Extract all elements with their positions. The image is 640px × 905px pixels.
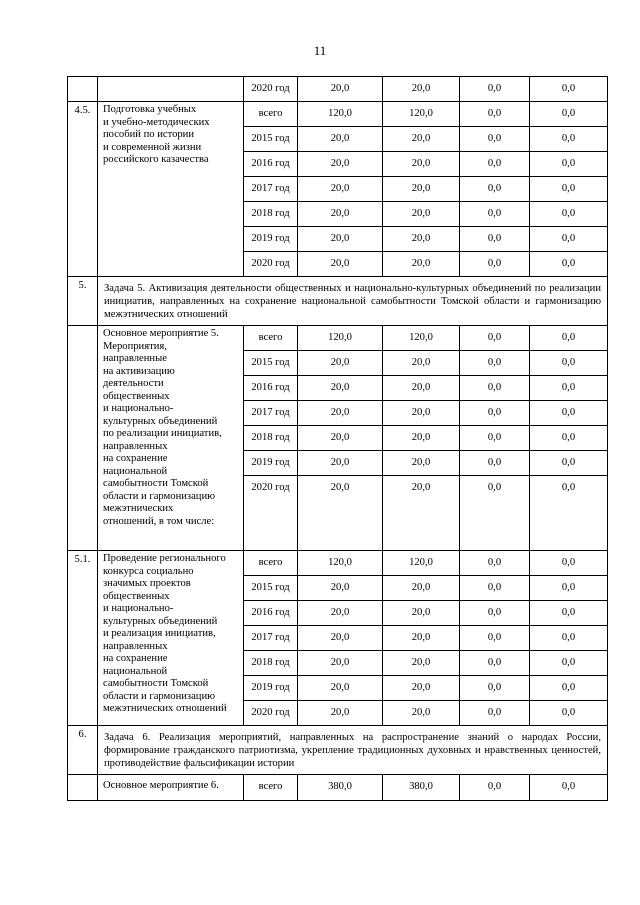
year-cell: 2020 год [244, 252, 298, 277]
task-row [68, 277, 608, 326]
value-cell: 20,0 [383, 626, 460, 651]
value-cell: 20,0 [383, 601, 460, 626]
value-cell: 0,0 [530, 227, 608, 252]
year-cell: всего [244, 102, 298, 127]
value-cell: 0,0 [460, 601, 530, 626]
year-cell: 2016 год [244, 152, 298, 177]
value-cell: 0,0 [460, 77, 530, 102]
value-cell: 0,0 [460, 326, 530, 351]
main-5-block [68, 326, 608, 551]
value-cell: 0,0 [530, 601, 608, 626]
table-row [68, 77, 608, 102]
value-cell: 20,0 [298, 626, 383, 651]
value-cell: 0,0 [460, 576, 530, 601]
year-cell: 2020 год [244, 77, 298, 102]
value-cell: 0,0 [530, 127, 608, 152]
value-cell: 0,0 [460, 376, 530, 401]
value-cell: 380,0 [298, 775, 383, 801]
row-description: Проведение регионального конкурса социально значимых проектов общественных и национально- культурных объединений и реализация инициатив, направленных на сохранение национальной самобытности Томской области и гармонизацию межэтнических отношений [98, 551, 244, 726]
value-cell: 0,0 [530, 676, 608, 701]
year-cell: 2017 год [244, 177, 298, 202]
year-cell: 2016 год [244, 601, 298, 626]
row-number: 5. [68, 277, 98, 326]
year-cell: 2016 год [244, 376, 298, 401]
table-row [68, 102, 608, 127]
year-cell: 2015 год [244, 576, 298, 601]
task-text: Задача 6. Реализация мероприятий, направленных на распространение знаний о народах России, формирование гражданского патриотизма, укрепление традиционных духовных и нравственных ценностей, противодействие фальсификации истории [98, 726, 608, 775]
value-cell: 20,0 [383, 127, 460, 152]
value-cell: 20,0 [383, 252, 460, 277]
value-cell: 120,0 [383, 102, 460, 127]
row-description: Основное мероприятие 6. [98, 775, 244, 801]
row-number: 6. [68, 726, 98, 775]
year-cell: 2020 год [244, 701, 298, 726]
value-cell: 20,0 [383, 651, 460, 676]
row-number: 5.1. [68, 551, 98, 726]
value-cell: 0,0 [460, 401, 530, 426]
value-cell: 20,0 [298, 227, 383, 252]
value-cell: 0,0 [530, 701, 608, 726]
value-cell: 20,0 [298, 426, 383, 451]
year-cell: 2020 год [244, 476, 298, 551]
value-cell: 0,0 [460, 102, 530, 127]
value-cell: 120,0 [298, 326, 383, 351]
value-cell: 20,0 [298, 651, 383, 676]
value-cell: 120,0 [383, 326, 460, 351]
value-cell: 0,0 [460, 202, 530, 227]
value-cell: 20,0 [298, 451, 383, 476]
value-cell: 20,0 [383, 202, 460, 227]
value-cell: 0,0 [530, 626, 608, 651]
value-cell: 0,0 [530, 775, 608, 801]
year-cell: всего [244, 775, 298, 801]
year-cell: 2015 год [244, 351, 298, 376]
task-row [68, 726, 608, 775]
year-cell: 2018 год [244, 202, 298, 227]
value-cell: 0,0 [530, 576, 608, 601]
value-cell: 20,0 [298, 376, 383, 401]
table-row [68, 775, 608, 801]
value-cell: 20,0 [383, 152, 460, 177]
value-cell: 0,0 [530, 451, 608, 476]
value-cell: 0,0 [530, 426, 608, 451]
value-cell: 20,0 [383, 227, 460, 252]
value-cell: 20,0 [383, 676, 460, 701]
value-cell: 20,0 [383, 451, 460, 476]
year-cell: 2018 год [244, 651, 298, 676]
value-cell: 0,0 [460, 451, 530, 476]
program-table [67, 76, 608, 801]
value-cell: 0,0 [530, 551, 608, 576]
value-cell: 0,0 [460, 626, 530, 651]
value-cell: 20,0 [298, 177, 383, 202]
page-number: 11 [313, 43, 327, 58]
value-cell: 0,0 [460, 676, 530, 701]
row-description: Основное мероприятие 5. Мероприятия, направленные на активизацию деятельности общественных и национально- культурных объединений по реализации инициатив, направленных на сохранение национальной самобытности Томской области и гармонизацию межэтнических отношений, в том числе: [98, 326, 244, 551]
item-5-1-block [68, 551, 608, 726]
value-cell: 0,0 [530, 152, 608, 177]
value-cell: 20,0 [298, 77, 383, 102]
value-cell: 0,0 [530, 77, 608, 102]
value-cell: 0,0 [530, 177, 608, 202]
value-cell: 0,0 [460, 701, 530, 726]
value-cell: 120,0 [298, 551, 383, 576]
value-cell: 0,0 [460, 252, 530, 277]
value-cell: 0,0 [460, 127, 530, 152]
year-cell: всего [244, 326, 298, 351]
value-cell: 20,0 [298, 576, 383, 601]
value-cell: 0,0 [530, 476, 608, 551]
row-description [98, 77, 244, 102]
year-cell: 2017 год [244, 626, 298, 651]
value-cell: 0,0 [530, 376, 608, 401]
value-cell: 20,0 [298, 601, 383, 626]
value-cell: 0,0 [460, 775, 530, 801]
value-cell: 0,0 [530, 202, 608, 227]
value-cell: 120,0 [298, 102, 383, 127]
value-cell: 20,0 [383, 351, 460, 376]
value-cell: 0,0 [530, 401, 608, 426]
value-cell: 0,0 [530, 102, 608, 127]
value-cell: 0,0 [530, 252, 608, 277]
value-cell: 20,0 [383, 177, 460, 202]
year-cell: всего [244, 551, 298, 576]
value-cell: 380,0 [383, 775, 460, 801]
value-cell: 0,0 [460, 351, 530, 376]
value-cell: 20,0 [298, 351, 383, 376]
year-cell: 2019 год [244, 676, 298, 701]
value-cell: 0,0 [460, 551, 530, 576]
value-cell: 20,0 [298, 701, 383, 726]
year-cell: 2017 год [244, 401, 298, 426]
year-cell: 2019 год [244, 227, 298, 252]
value-cell: 0,0 [530, 326, 608, 351]
row-number [68, 775, 98, 801]
item-4-5-block [68, 102, 608, 277]
year-cell: 2018 год [244, 426, 298, 451]
row-number [68, 77, 98, 102]
year-cell: 2015 год [244, 127, 298, 152]
value-cell: 20,0 [383, 401, 460, 426]
value-cell: 20,0 [298, 152, 383, 177]
value-cell: 120,0 [383, 551, 460, 576]
value-cell: 20,0 [383, 376, 460, 401]
value-cell: 20,0 [298, 476, 383, 551]
value-cell: 0,0 [460, 227, 530, 252]
value-cell: 0,0 [460, 476, 530, 551]
value-cell: 0,0 [530, 351, 608, 376]
value-cell: 20,0 [383, 576, 460, 601]
value-cell: 20,0 [298, 676, 383, 701]
task-text: Задача 5. Активизация деятельности общественных и национально-культурных объединений по реализации инициатив, направленных на сохранение национальной самобытности Томской области и гармонизацию межэтнических отношений [98, 277, 608, 326]
year-cell: 2019 год [244, 451, 298, 476]
value-cell: 0,0 [530, 651, 608, 676]
row-number: 4.5. [68, 102, 98, 277]
value-cell: 0,0 [460, 152, 530, 177]
value-cell: 0,0 [460, 426, 530, 451]
table-row [68, 551, 608, 576]
value-cell: 0,0 [460, 177, 530, 202]
value-cell: 20,0 [383, 476, 460, 551]
value-cell: 0,0 [460, 651, 530, 676]
value-cell: 20,0 [383, 701, 460, 726]
value-cell: 20,0 [383, 77, 460, 102]
row-number [68, 326, 98, 551]
table-row [68, 326, 608, 351]
row-description: Подготовка учебных и учебно-методических пособий по истории и современной жизни российского казачества [98, 102, 244, 277]
value-cell: 20,0 [298, 252, 383, 277]
value-cell: 20,0 [383, 426, 460, 451]
value-cell: 20,0 [298, 202, 383, 227]
value-cell: 20,0 [298, 127, 383, 152]
value-cell: 20,0 [298, 401, 383, 426]
